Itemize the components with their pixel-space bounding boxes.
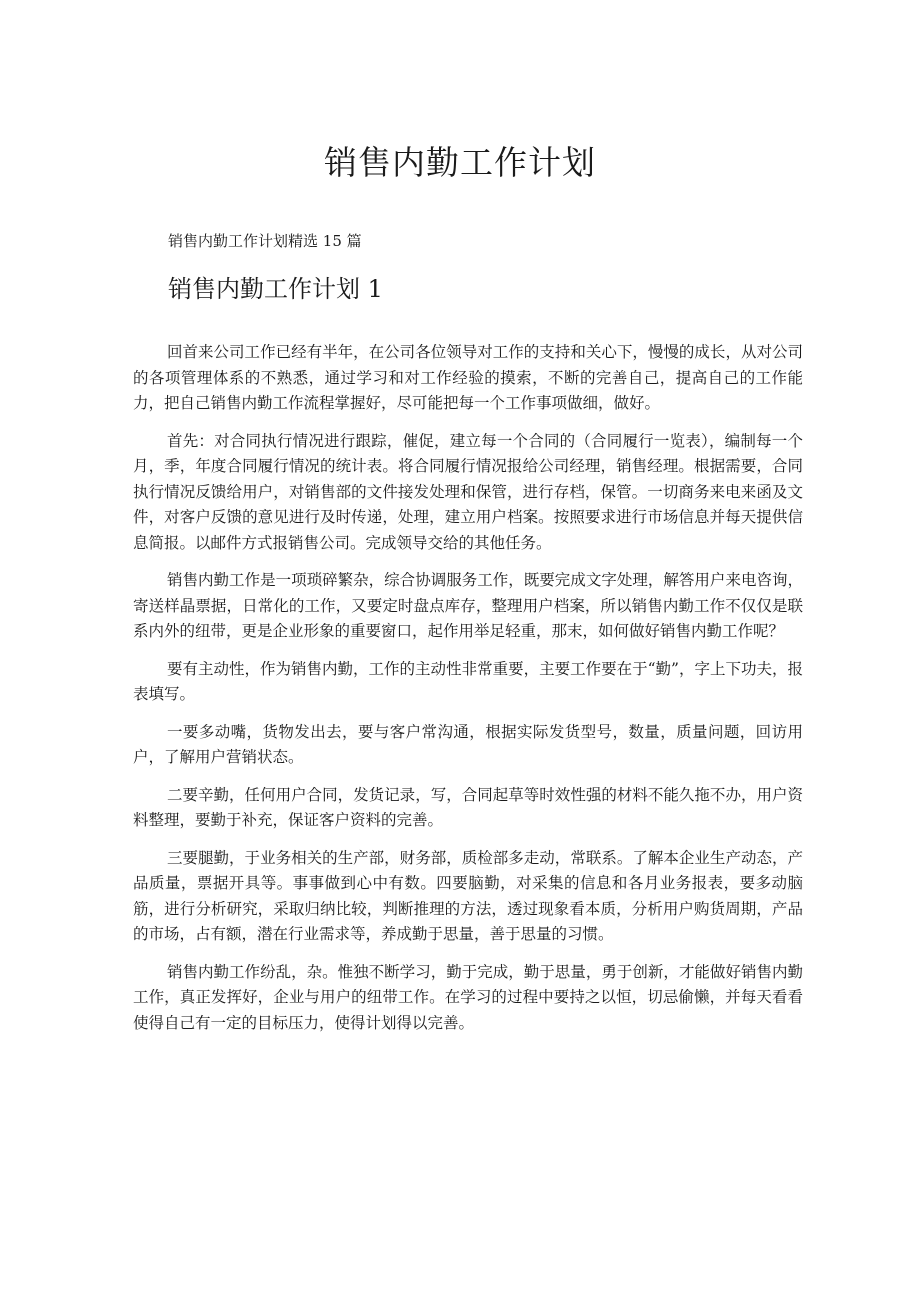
paragraph-diligence: 二要辛勤，任何用户合同，发货记录，写，合同起草等时效性强的材料不能久拖不办，用户资料整理，要勤于补充，保证客户资料的完善。 [133,785,803,829]
paragraph-first-duties: 首先：对合同执行情况进行跟踪，催促，建立每一个合同的（合同履行一览表），编制每一个月，季，年度合同履行情况的统计表。将合同履行情况报给公司经理，销售经理。根据需要，合同执行情况反馈给用户，对销售部的文件接发处理和保管，进行存档，保管。一切商务来电来函及文件，对客户反馈的意见进行及时传递，处理，建立用户档案。按照要求进行市场信息并每天提供信息简报。以邮件方式报销售公司。完成领导交给的其他任务。 [133,431,803,552]
section-heading: 销售内勤工作计划 1 [168,275,383,303]
paragraph-conclusion: 销售内勤工作纷乱，杂。惟独不断学习，勤于完成，勤于思量，勇于创新，才能做好销售内勤工作，真正发挥好，企业与用户的纽带工作。在学习的过程中要持之以恒，切忌偷懒，并每天看看使得自己有一定的目标压力，使得计划得以完善。 [133,962,803,1032]
paragraph-communicate: 一要多动嘴，货物发出去，要与客户常沟通，根据实际发货型号，数量，质量问题，回访用户，了解用户营销状态。 [133,722,803,766]
paragraph-legwork-thinking: 三要腿勤，于业务相关的生产部，财务部，质检部多走动，常联系。了解本企业生产动态，产品质量，票据开具等。事事做到心中有数。四要脑勤，对采集的信息和各月业务报表，要多动脑筋，进行分析研究，采取归纳比较，判断推理的方法，透过现象看本质，分析用户购货周期，产品的市场，占有额，潜在行业需求等，养成勤于思量，善于思量的习惯。 [133,848,803,943]
paragraph-initiative: 要有主动性，作为销售内勤，工作的主动性非常重要，主要工作要在于“勤”，字上下功夫，报表填写。 [133,659,803,703]
body-text [133,340,803,1048]
document-title: 销售内勤工作计划 [324,143,596,182]
paragraph-intro: 回首来公司工作已经有半年，在公司各位领导对工作的支持和关心下，慢慢的成长，从对公司的各项管理体系的不熟悉，通过学习和对工作经验的摸索，不断的完善自己，提高自己的工作能力，把自己销售内勤工作流程掌握好，尽可能把每一个工作事项做细，做好。 [133,343,803,412]
paragraph-role-description: 销售内勤工作是一项琐碎繁杂，综合协调服务工作，既要完成文字处理，解答用户来电咨询，寄送样晶票据，日常化的工作，又要定时盘点库存，整理用户档案，所以销售内勤工作不仅仅是联系内外的纽带，更是企业形象的重要窗口，起作用举足轻重，那末，如何做好销售内勤工作呢？ [133,571,803,640]
document-subtitle: 销售内勤工作计划精选 15 篇 [168,232,362,250]
